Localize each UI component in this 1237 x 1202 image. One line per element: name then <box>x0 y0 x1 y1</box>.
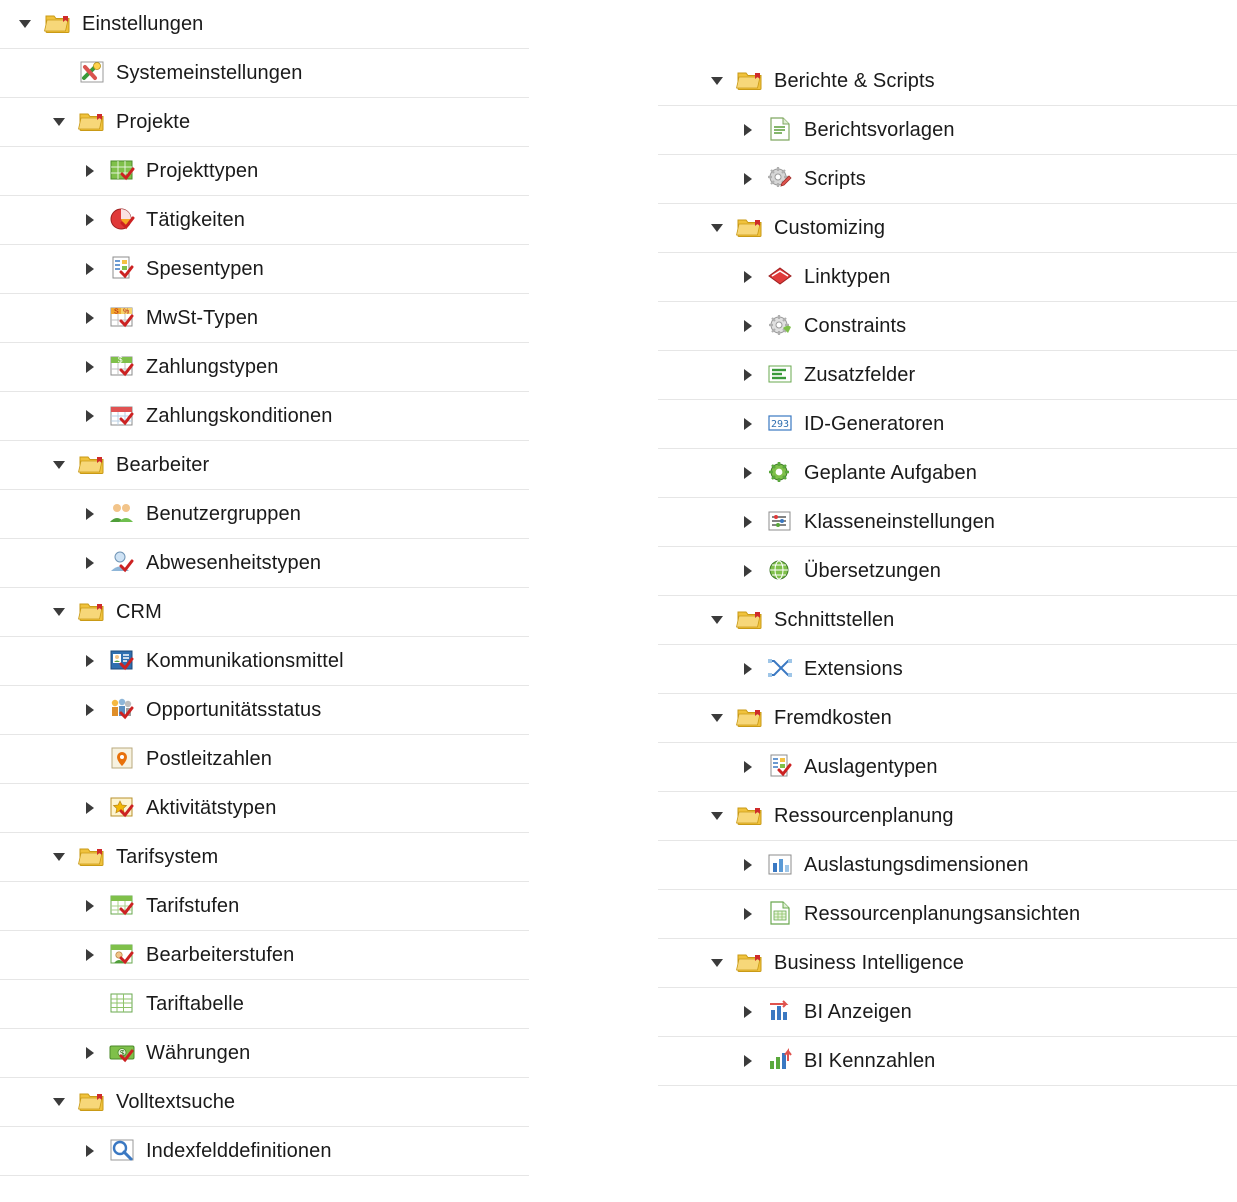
svg-text:%: % <box>123 308 130 316</box>
chevron-right-icon[interactable] <box>78 894 102 918</box>
tree-item-label: Ressourcenplanung <box>774 805 954 827</box>
sliders-icon <box>766 508 796 536</box>
tree-item-zahlungstypen[interactable] <box>0 343 529 392</box>
folder-settings-icon <box>78 451 108 479</box>
chevron-right-icon[interactable] <box>736 657 760 681</box>
tree-item-label: Aktivitätstypen <box>146 797 277 819</box>
bar-chart-blue-icon <box>766 851 796 879</box>
folder-settings-icon <box>736 949 766 977</box>
gear-pencil-icon <box>766 165 796 193</box>
folder-settings-icon <box>44 10 74 38</box>
tree-item-label: Berichte & Scripts <box>774 70 935 92</box>
folder-settings-icon <box>736 704 766 732</box>
chevron-right-icon[interactable] <box>78 649 102 673</box>
tree-item-einstellungen[interactable] <box>0 0 529 49</box>
tree-item-label: Postleitzahlen <box>146 748 272 770</box>
chevron-down-icon[interactable] <box>48 453 72 477</box>
chevron-right-icon[interactable] <box>736 559 760 583</box>
chevron-right-icon[interactable] <box>736 167 760 191</box>
tree-item-label: Volltextsuche <box>116 1091 236 1113</box>
pie-chart-icon <box>108 206 138 234</box>
chevron-down-icon[interactable] <box>706 951 730 975</box>
tree-item-übersetzungen[interactable] <box>658 547 1237 596</box>
folder-settings-icon <box>736 802 766 830</box>
tree-item-label: Indexfelddefinitionen <box>146 1140 332 1162</box>
tree-item-label: Bearbeiter <box>116 454 210 476</box>
tree-item-benutzergruppen[interactable] <box>0 490 529 539</box>
chevron-right-icon[interactable] <box>736 314 760 338</box>
tree-item-tätigkeiten[interactable] <box>0 196 529 245</box>
percent-table-icon <box>108 304 138 332</box>
tree-item-systemeinstellungen[interactable] <box>0 49 529 98</box>
tree-item-projekttypen[interactable] <box>0 147 529 196</box>
calendar-icon <box>108 402 138 430</box>
tree-item-mwst-typen[interactable] <box>0 294 529 343</box>
chevron-down-icon[interactable] <box>706 706 730 730</box>
folder-settings-icon <box>78 108 108 136</box>
tree-item-constraints[interactable] <box>658 302 1237 351</box>
chevron-right-icon[interactable] <box>736 265 760 289</box>
receipt-check-icon <box>108 255 138 283</box>
tree-item-geplante-aufgaben[interactable] <box>658 449 1237 498</box>
tree-item-opportunitätsstatus[interactable] <box>0 686 529 735</box>
search-icon <box>108 1137 138 1165</box>
folder-settings-icon <box>78 1088 108 1116</box>
tree-item-label: Bearbeiterstufen <box>146 944 295 966</box>
tree-item-label: Ressourcenplanungsansichten <box>804 903 1081 925</box>
twisty-placeholder <box>48 61 72 85</box>
tree-item-label: MwSt-Typen <box>146 307 259 329</box>
person-grid-icon <box>108 941 138 969</box>
tree-item-auslagentypen[interactable] <box>658 743 1237 792</box>
tree-item-tarifsystem[interactable] <box>0 833 529 882</box>
tree-item-fremdkosten[interactable] <box>658 694 1237 743</box>
tree-item-label: Zahlungskonditionen <box>146 405 333 427</box>
chevron-right-icon[interactable] <box>736 363 760 387</box>
chevron-right-icon[interactable] <box>78 1139 102 1163</box>
chevron-right-icon[interactable] <box>78 306 102 330</box>
users-group-icon <box>108 500 138 528</box>
tree-item-postleitzahlen[interactable] <box>0 735 529 784</box>
tree-item-label: Tätigkeiten <box>146 209 245 231</box>
tree-item-label: Geplante Aufgaben <box>804 462 977 484</box>
tree-item-business-intelligence[interactable] <box>658 939 1237 988</box>
chevron-down-icon[interactable] <box>706 69 730 93</box>
tree-item-label: Constraints <box>804 315 907 337</box>
tree-item-label: Währungen <box>146 1042 251 1064</box>
bar-chart-up-icon <box>766 1047 796 1075</box>
tree-item-label: Extensions <box>804 658 903 680</box>
id-number-icon <box>766 410 796 438</box>
money-table-icon <box>108 353 138 381</box>
tree-item-schnittstellen[interactable] <box>658 596 1237 645</box>
chevron-right-icon[interactable] <box>78 355 102 379</box>
tree-item-label: Tarifsystem <box>116 846 219 868</box>
star-note-icon <box>108 794 138 822</box>
bar-chart-arrow-icon <box>766 998 796 1026</box>
tree-item-label: Kommunikationsmittel <box>146 650 344 672</box>
tree-item-extensions[interactable] <box>658 645 1237 694</box>
tree-item-crm[interactable] <box>0 588 529 637</box>
user-check-icon <box>108 549 138 577</box>
tree-item-label: Business Intelligence <box>774 952 964 974</box>
tree-item-label: Scripts <box>804 168 866 190</box>
chevron-right-icon[interactable] <box>78 796 102 820</box>
folder-settings-icon <box>736 606 766 634</box>
tree-item-label: Customizing <box>774 217 886 239</box>
tree-item-label: Tarifstufen <box>146 895 240 917</box>
tree-item-zahlungskonditionen[interactable] <box>0 392 529 441</box>
tree-item-label: Linktypen <box>804 266 891 288</box>
chevron-right-icon[interactable] <box>736 755 760 779</box>
tree-item-projekte[interactable] <box>0 98 529 147</box>
chevron-right-icon[interactable] <box>78 159 102 183</box>
chevron-right-icon[interactable] <box>78 1041 102 1065</box>
chevron-right-icon[interactable] <box>78 551 102 575</box>
chevron-down-icon[interactable] <box>706 608 730 632</box>
tools-icon <box>78 59 108 87</box>
tree-item-bearbeiterstufen[interactable] <box>0 931 529 980</box>
tree-item-berichte-scripts[interactable] <box>658 57 1237 106</box>
tree-item-label: ID-Generatoren <box>804 413 945 435</box>
gear-clock-icon <box>766 459 796 487</box>
tree-column-right <box>658 0 1237 1086</box>
tree-item-bearbeiter[interactable] <box>0 441 529 490</box>
chevron-right-icon[interactable] <box>78 502 102 526</box>
chevron-right-icon[interactable] <box>78 698 102 722</box>
tree-item-label: Zahlungstypen <box>146 356 279 378</box>
tree-item-label: Einstellungen <box>82 13 204 35</box>
tree-item-klasseneinstellungen[interactable] <box>658 498 1237 547</box>
gear-constraint-icon <box>766 312 796 340</box>
tree-item-auslastungsdimensionen[interactable] <box>658 841 1237 890</box>
tree-item-label: CRM <box>116 601 162 623</box>
fields-list-icon <box>766 361 796 389</box>
chevron-right-icon[interactable] <box>78 943 102 967</box>
tree-item-aktivitätstypen[interactable] <box>0 784 529 833</box>
chevron-down-icon[interactable] <box>48 110 72 134</box>
tree-item-ressourcenplanungsansichten[interactable] <box>658 890 1237 939</box>
tree-item-label: Opportunitätsstatus <box>146 699 322 721</box>
chevron-right-icon[interactable] <box>736 902 760 926</box>
chevron-down-icon[interactable] <box>48 1090 72 1114</box>
chevron-right-icon[interactable] <box>736 412 760 436</box>
tree-item-label: Benutzergruppen <box>146 503 301 525</box>
tree-item-label: Übersetzungen <box>804 560 941 582</box>
tree-item-bi-anzeigen[interactable] <box>658 988 1237 1037</box>
tree-item-ressourcenplanung[interactable] <box>658 792 1237 841</box>
tree-item-kommunikationsmittel[interactable] <box>0 637 529 686</box>
money-icon <box>108 1039 138 1067</box>
chevron-right-icon[interactable] <box>78 208 102 232</box>
tree-item-label: Berichtsvorlagen <box>804 119 955 141</box>
table-icon <box>108 990 138 1018</box>
tree-item-label: Abwesenheitstypen <box>146 552 322 574</box>
chevron-right-icon[interactable] <box>78 257 102 281</box>
twisty-placeholder <box>78 992 102 1016</box>
chevron-right-icon[interactable] <box>736 461 760 485</box>
tree-item-tarifstufen[interactable] <box>0 882 529 931</box>
chevron-right-icon[interactable] <box>78 404 102 428</box>
chevron-right-icon[interactable] <box>736 1000 760 1024</box>
tree-item-label: Tariftabelle <box>146 993 244 1015</box>
twisty-placeholder <box>78 747 102 771</box>
tree-item-label: Auslastungsdimensionen <box>804 854 1029 876</box>
tree-item-label: Fremdkosten <box>774 707 892 729</box>
tree-item-label: Spesentypen <box>146 258 264 280</box>
tree-item-währungen[interactable] <box>0 1029 529 1078</box>
tree-item-zusatzfelder[interactable] <box>658 351 1237 400</box>
tree-item-label: Auslagentypen <box>804 756 938 778</box>
tree-item-volltextsuche[interactable] <box>0 1078 529 1127</box>
folder-settings-icon <box>78 598 108 626</box>
map-pin-icon <box>108 745 138 773</box>
tree-item-label: Zusatzfelder <box>804 364 916 386</box>
link-diamond-icon <box>766 263 796 291</box>
document-icon <box>766 116 796 144</box>
svg-text:293: 293 <box>771 419 790 430</box>
tree-item-label: Schnittstellen <box>774 609 895 631</box>
tree-item-label: Systemeinstellungen <box>116 62 303 84</box>
chevron-down-icon[interactable] <box>48 845 72 869</box>
chevron-right-icon[interactable] <box>736 1049 760 1073</box>
tree-item-label: Projekttypen <box>146 160 259 182</box>
tree-item-label: Klasseneinstellungen <box>804 511 996 533</box>
chevron-down-icon[interactable] <box>706 216 730 240</box>
tree-item-berichtsvorlagen[interactable] <box>658 106 1237 155</box>
tree-item-customizing[interactable] <box>658 204 1237 253</box>
chevron-down-icon[interactable] <box>48 600 72 624</box>
tree-column-left <box>0 0 529 1176</box>
chevron-right-icon[interactable] <box>736 118 760 142</box>
svg-text:$: $ <box>120 1049 125 1058</box>
opportunity-icon <box>108 696 138 724</box>
chevron-right-icon[interactable] <box>736 853 760 877</box>
green-table-check-icon <box>108 157 138 185</box>
chevron-down-icon[interactable] <box>706 804 730 828</box>
folder-settings-icon <box>736 67 766 95</box>
tree-item-label: BI Anzeigen <box>804 1001 912 1023</box>
contact-card-icon <box>108 647 138 675</box>
tree-item-label: BI Kennzahlen <box>804 1050 936 1072</box>
tree-item-bi-kennzahlen[interactable] <box>658 1037 1237 1086</box>
folder-settings-icon <box>736 214 766 242</box>
tree-item-abwesenheitstypen[interactable] <box>0 539 529 588</box>
tree-item-label: Projekte <box>116 111 191 133</box>
receipt-check-icon <box>766 753 796 781</box>
green-grid-icon <box>108 892 138 920</box>
folder-settings-icon <box>78 843 108 871</box>
chevron-down-icon[interactable] <box>14 12 38 36</box>
svg-text:$: $ <box>118 355 123 365</box>
green-sheet-icon <box>766 900 796 928</box>
column-spacer <box>658 0 1237 57</box>
tree-item-linktypen[interactable] <box>658 253 1237 302</box>
extensions-icon <box>766 655 796 683</box>
globe-icon <box>766 557 796 585</box>
tree-item-id-generatoren[interactable] <box>658 400 1237 449</box>
tree-item-tariftabelle[interactable] <box>0 980 529 1029</box>
tree-item-scripts[interactable] <box>658 155 1237 204</box>
tree-item-indexfelddefinitionen[interactable] <box>0 1127 529 1176</box>
chevron-right-icon[interactable] <box>736 510 760 534</box>
svg-text:S: S <box>114 308 119 316</box>
tree-item-spesentypen[interactable] <box>0 245 529 294</box>
